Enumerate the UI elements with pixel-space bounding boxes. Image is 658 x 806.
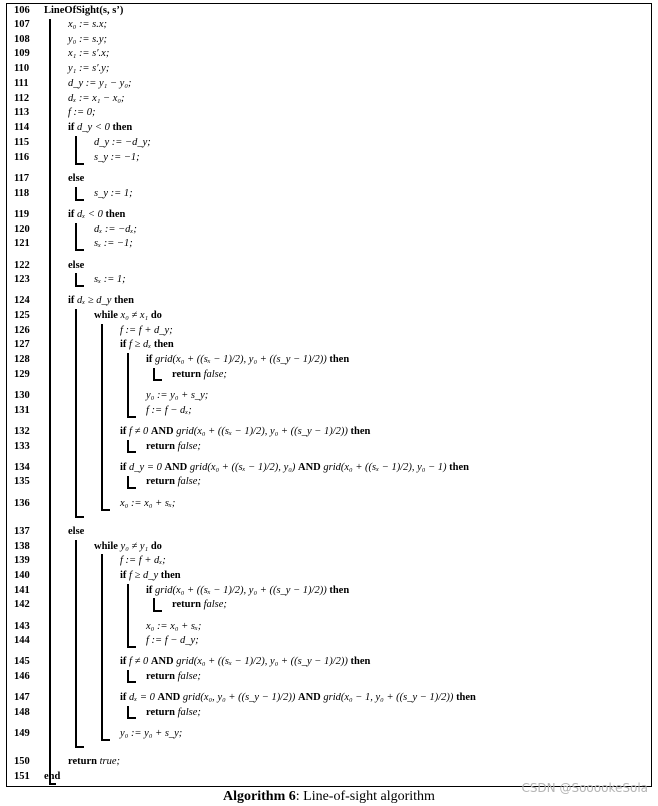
- code-line: [0, 366, 658, 384]
- code-line: [0, 271, 658, 289]
- line-number: 126: [14, 325, 30, 336]
- line-number: 121: [14, 238, 30, 249]
- line-code: while y₀ ≠ y₁ do: [94, 541, 162, 552]
- line-code: y₀ := y₀ + s_y;: [120, 728, 183, 739]
- line-number: 133: [14, 441, 30, 452]
- line-number: 116: [14, 152, 30, 163]
- line-code: if dₓ = 0 AND grid(x₀, y₀ + ((s_y − 1)/2)) AND grid(x₀ − 1, y₀ + ((s_y − 1)/2)) then: [120, 692, 476, 703]
- line-code: else: [68, 526, 85, 537]
- code-line: [0, 438, 658, 456]
- line-code: if d_y = 0 AND grid(x₀ + ((sₓ − 1)/2), y₀) AND grid(x₀ + ((sₓ − 1)/2), y₀ − 1) then: [120, 462, 469, 473]
- line-code: f := f + dₓ;: [120, 555, 166, 566]
- line-code: while x₀ ≠ x₁ do: [94, 310, 162, 321]
- code-line: [0, 235, 658, 253]
- line-code: return false;: [146, 441, 201, 452]
- line-number: 130: [14, 390, 30, 401]
- line-number: 110: [14, 63, 30, 74]
- line-number: 106: [14, 5, 30, 16]
- code-line: [0, 185, 658, 203]
- line-code: s_y := 1;: [94, 188, 133, 199]
- line-code: LineOfSight(s, s’): [44, 5, 124, 16]
- line-code: end: [44, 771, 61, 782]
- line-number: 138: [14, 541, 30, 552]
- line-number: 143: [14, 621, 30, 632]
- line-number: 129: [14, 369, 30, 380]
- line-number: 109: [14, 48, 30, 59]
- line-number: 148: [14, 707, 30, 718]
- line-code: if f ≠ 0 AND grid(x₀ + ((sₓ − 1)/2), y₀ + ((s_y − 1)/2)) then: [120, 426, 371, 437]
- line-number: 134: [14, 462, 30, 473]
- line-code: else: [68, 260, 85, 271]
- code-line: [0, 596, 658, 614]
- line-number: 120: [14, 224, 30, 235]
- line-number: 145: [14, 656, 30, 667]
- line-number: 118: [14, 188, 30, 199]
- line-number: 117: [14, 173, 30, 184]
- line-number: 114: [14, 122, 30, 133]
- line-number: 151: [14, 771, 30, 782]
- code-line: [0, 725, 658, 743]
- line-code: f := f + d_y;: [120, 325, 173, 336]
- line-number: 108: [14, 34, 30, 45]
- line-number: 140: [14, 570, 30, 581]
- line-code: dₓ := x₁ − x₀;: [68, 93, 125, 104]
- line-code: return false;: [146, 707, 201, 718]
- line-code: x₀ := x₀ + sₓ;: [146, 621, 202, 632]
- line-number: 137: [14, 526, 30, 537]
- line-number: 125: [14, 310, 30, 321]
- line-number: 131: [14, 405, 30, 416]
- line-number: 142: [14, 599, 30, 610]
- line-number: 113: [14, 107, 30, 118]
- line-number: 127: [14, 339, 30, 350]
- code-line: [0, 149, 658, 167]
- line-code: if grid(x₀ + ((sₓ − 1)/2), y₀ + ((s_y − 1)/2)) then: [146, 585, 350, 596]
- line-code: s_y := −1;: [94, 152, 140, 163]
- code-line: [0, 632, 658, 650]
- line-code: sₓ := −1;: [94, 238, 133, 249]
- line-code: x₁ := s′.x;: [68, 48, 110, 59]
- line-code: x₀ := x₀ + sₓ;: [120, 498, 176, 509]
- line-number: 149: [14, 728, 30, 739]
- line-number: 141: [14, 585, 30, 596]
- line-code: return false;: [146, 476, 201, 487]
- line-number: 144: [14, 635, 30, 646]
- code-line: [0, 402, 658, 420]
- line-number: 147: [14, 692, 30, 703]
- line-code: if grid(x₀ + ((sₓ − 1)/2), y₀ + ((s_y − 1)/2)) then: [146, 354, 350, 365]
- line-number: 112: [14, 93, 30, 104]
- line-number: 119: [14, 209, 30, 220]
- line-number: 107: [14, 19, 30, 30]
- line-code: return false;: [172, 599, 227, 610]
- line-number: 124: [14, 295, 30, 306]
- line-number: 146: [14, 671, 30, 682]
- line-code: dₓ := −dₓ;: [94, 224, 137, 235]
- code-line: [0, 668, 658, 686]
- line-code: sₓ := 1;: [94, 274, 126, 285]
- line-code: if dₓ ≥ d_y then: [68, 295, 134, 306]
- line-code: return false;: [172, 369, 227, 380]
- line-code: y₀ := s.y;: [68, 34, 108, 45]
- line-number: 139: [14, 555, 30, 566]
- line-number: 128: [14, 354, 30, 365]
- code-line: [0, 473, 658, 491]
- line-number: 150: [14, 756, 30, 767]
- line-number: 132: [14, 426, 30, 437]
- caption-text: : Line-of-sight algorithm: [295, 789, 435, 804]
- code-line: [0, 704, 658, 722]
- line-code: else: [68, 173, 85, 184]
- line-code: if dₓ < 0 then: [68, 209, 126, 220]
- line-number: 135: [14, 476, 30, 487]
- watermark: CSDN @SooookeSola: [521, 781, 648, 795]
- code-line: [0, 495, 658, 513]
- line-code: if f ≥ dₓ then: [120, 339, 174, 350]
- line-code: d_y := y₁ − y₀;: [68, 78, 132, 89]
- line-code: if d_y < 0 then: [68, 122, 133, 133]
- line-code: x₀ := s.x;: [68, 19, 108, 30]
- line-code: f := 0;: [68, 107, 96, 118]
- line-code: y₀ := y₀ + s_y;: [146, 390, 209, 401]
- line-code: return true;: [68, 756, 121, 767]
- line-number: 136: [14, 498, 30, 509]
- line-number: 123: [14, 274, 30, 285]
- line-code: if f ≠ 0 AND grid(x₀ + ((sₓ − 1)/2), y₀ + ((s_y − 1)/2)) then: [120, 656, 371, 667]
- line-code: d_y := −d_y;: [94, 137, 151, 148]
- line-code: if f ≥ d_y then: [120, 570, 181, 581]
- line-code: f := f − dₓ;: [146, 405, 192, 416]
- line-number: 111: [14, 78, 29, 89]
- line-number: 122: [14, 260, 30, 271]
- line-code: f := f − d_y;: [146, 635, 199, 646]
- line-code: return false;: [146, 671, 201, 682]
- line-number: 115: [14, 137, 30, 148]
- caption-label: Algorithm 6: [223, 789, 296, 804]
- line-code: y₁ := s′.y;: [68, 63, 110, 74]
